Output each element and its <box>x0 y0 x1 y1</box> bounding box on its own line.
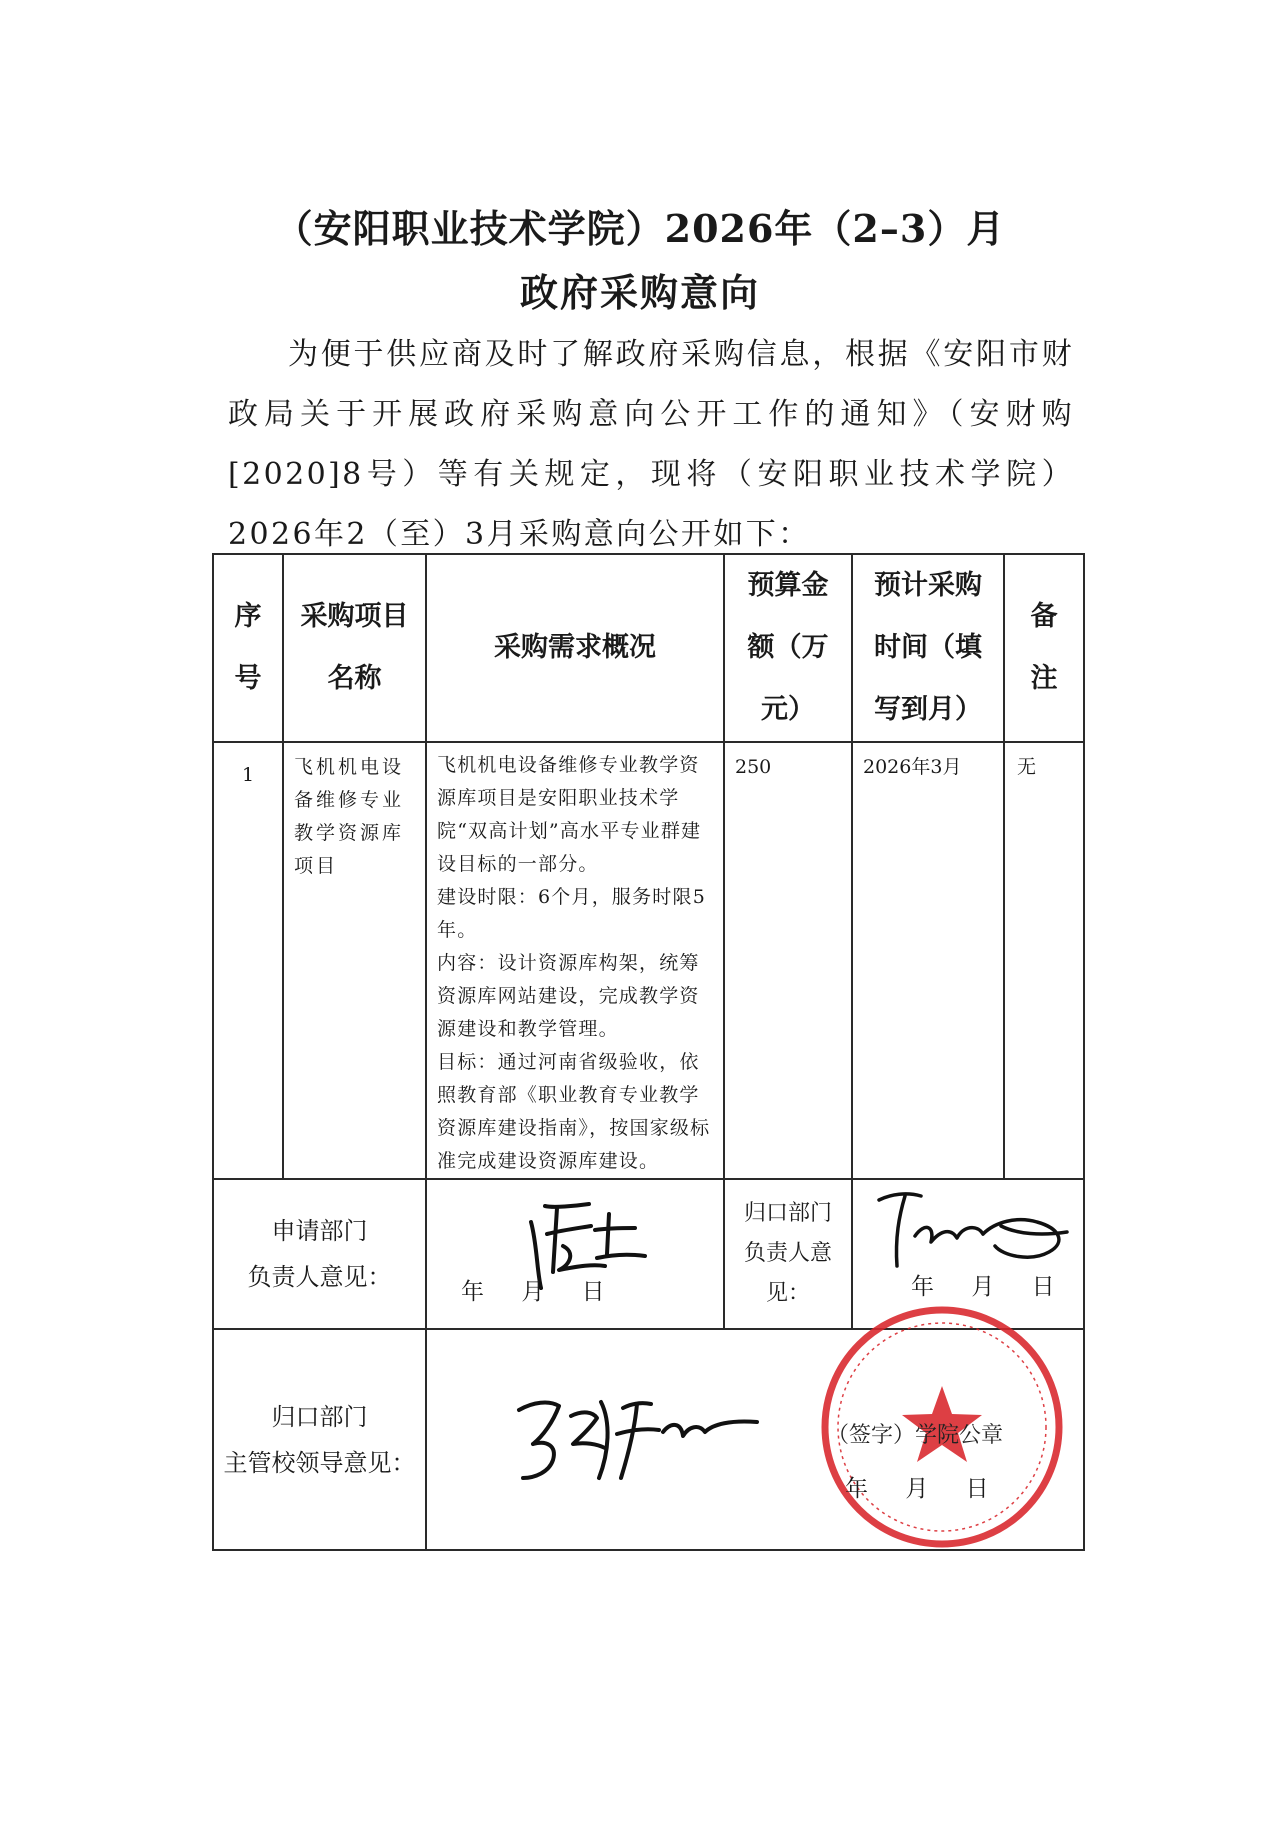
header-time: 预计采购时间（填写到月） <box>852 554 1004 742</box>
header-row <box>213 554 1084 742</box>
applicant-date <box>461 1273 605 1306</box>
row-budget: 250 <box>724 742 852 1179</box>
applicant-label-line2: 负责人意见： <box>247 1263 392 1291</box>
header-budget: 预算金额（万元） <box>724 554 852 742</box>
owner-label-line1: 归口部门 <box>743 1201 832 1226</box>
applicant-date-year: 年 <box>461 1279 484 1305</box>
document-subtitle: 政府采购意向 <box>519 270 760 315</box>
header-note: 备注 <box>1004 554 1084 742</box>
applicant-date-month: 月 <box>521 1279 545 1305</box>
owner-label-line2: 负责人意 <box>743 1241 832 1266</box>
desc-duration: 建设时限：6个月，服务时限5年。 <box>437 886 706 941</box>
row-time: 2026年3月 <box>852 742 1004 1179</box>
owner-date-day: 日 <box>1031 1274 1055 1300</box>
header-name: 采购项目名称 <box>283 554 426 742</box>
leader-label <box>213 1329 426 1550</box>
applicant-signature-cell <box>426 1179 724 1329</box>
owner-date <box>911 1268 1055 1301</box>
desc-goal: 目标：通过河南省级验收，依照教育部《职业教育专业教学资源库建设指南》，按国家级标准完成建设资源库建设。 <box>437 1051 711 1172</box>
table-row <box>213 742 1084 1179</box>
leader-signature-cell <box>426 1329 1084 1550</box>
approval-row-2 <box>213 1329 1084 1550</box>
leader-label-line1: 归口部门 <box>271 1402 368 1431</box>
leader-date-day: 日 <box>965 1476 989 1502</box>
leader-label-line2: 主管校领导意见： <box>223 1448 416 1477</box>
row-name: 飞机机电设备维修专业教学资源库项目 <box>283 742 426 1179</box>
header-desc: 采购需求概况 <box>426 554 724 742</box>
leader-date-month: 月 <box>905 1476 929 1502</box>
procurement-table <box>212 553 1085 1551</box>
header-seq: 序号 <box>213 554 283 742</box>
row-note: 无 <box>1004 742 1084 1179</box>
owner-signature-icon <box>871 1186 1081 1276</box>
intro-paragraph: 为便于供应商及时了解政府采购信息，根据《安阳市财政局关于开展政府采购意向公开工作的通知》（安财购[2020]8号）等有关规定，现将（安阳职业技术学院）2026年2（至）3月采购意向公开如下： <box>228 337 1074 552</box>
applicant-label <box>213 1179 426 1329</box>
seal-caption: （签字）学院公章 <box>827 1423 1004 1448</box>
leader-signature-icon <box>513 1382 763 1492</box>
owner-date-year: 年 <box>911 1274 934 1300</box>
desc-content: 内容：设计资源库构架，统筹资源库网站建设，完成教学资源建设和教学管理。 <box>437 952 700 1040</box>
applicant-label-line1: 申请部门 <box>271 1217 368 1245</box>
leader-date <box>845 1470 989 1503</box>
owner-date-month: 月 <box>971 1274 995 1300</box>
row-seq: 1 <box>213 742 283 1179</box>
owner-label-line3: 见： <box>765 1281 810 1306</box>
row-desc <box>426 742 724 1179</box>
document-title: （安阳职业技术学院）2026年（2–3）月 <box>274 206 1006 251</box>
leader-date-year: 年 <box>845 1476 868 1502</box>
desc-purpose: 飞机机电设备维修专业教学资源库项目是安阳职业技术学院“双高计划”高水平专业群建设目标的一部分。 <box>437 754 702 875</box>
applicant-date-day: 日 <box>581 1279 605 1305</box>
